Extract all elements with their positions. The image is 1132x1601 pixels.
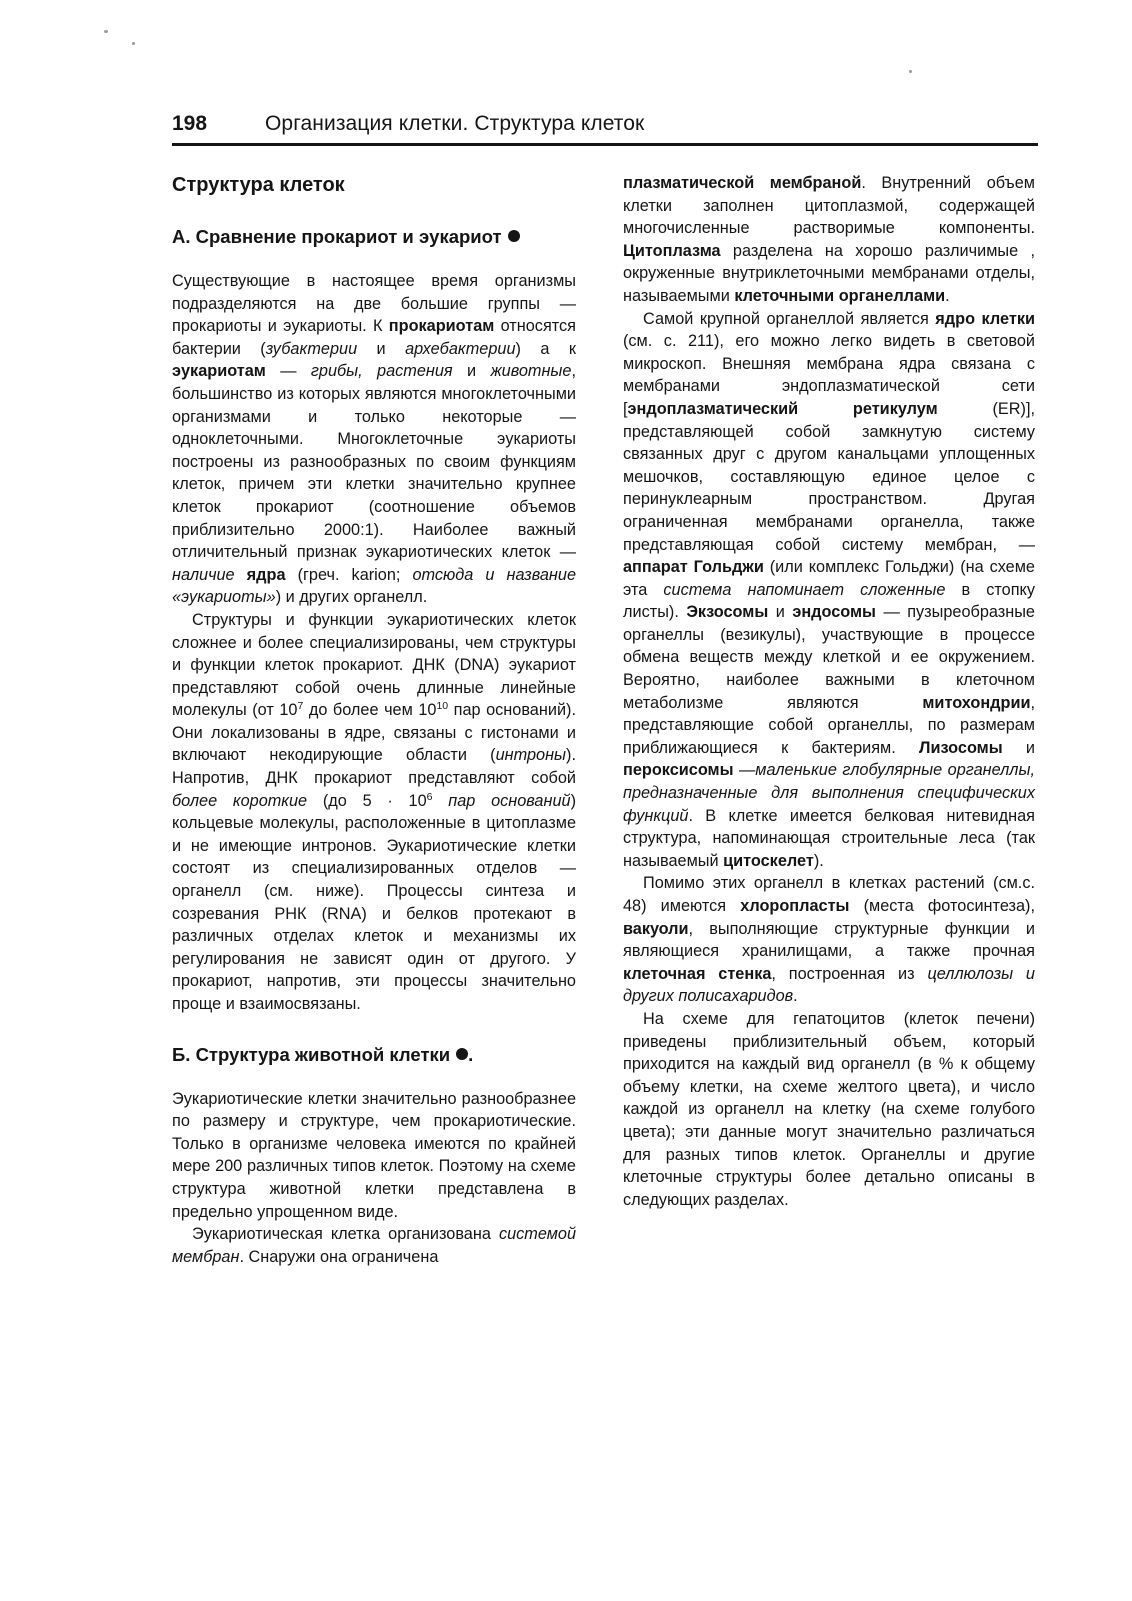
paragraph: Структуры и функции эукариотических клеток сложнее и более специализированы, чем структуры и функции клеток прокариот. ДНК (DNA) эукариот представляют собой очень длинные линейные молекулы (от $10^7$ до более чем $10^{10}$ пар оснований). Они локализованы в ядре, связаны с гистонами и включают некодирующие области (интроны). Напротив, ДНК прокариот представляют собой более короткие (до $5 \cdot 10^6$ пар оснований) кольцевые молекулы, расположенные в цитоплазме и не имеющие интронов. Эукариотические клетки состоят из специализированных отделов — органелл (см. ниже). Процессы синтеза и созревания РНК (RNA) и белков протекают в различных отделах клеток и механизмы их регулирования не зависят один от другого. У прокариот, напротив, эти процессы значительно проще и взаимосвязаны. [172,610,576,1013]
subsection-b-heading: Б. Структура животной клетки . [172,1043,474,1065]
paragraph: Самой крупной органеллой является ядро клетки (см. с. 211), его можно легко видеть в световой микроскоп. Внешняя мембрана ядра связана с мембранами эндоплазматической сети [эндоплазматический ретикулум (ER)], представляющей собой замкнутую систему связанных друг с другом канальцами уплощенных мешочков, составляющую единое целое с перинуклеарным пространством. Другая ограниченная мембранами органелла, также представляющая собой систему мембран, — аппарат Гольджи (или комплекс Гольджи) (на схеме эта система напоминает сложенные в стопку листы). Экзосомы и эндосомы — пузыреобразные органеллы (везикулы), участвующие в процессе обмена веществ между клеткой и ее окружением. Вероятно, наиболее важными в клеточном метаболизме являются митохондрии, представляющие собой органеллы, по размерам приближающиеся к бактериям. Лизосомы и пероксисомы —маленькие глобулярные органеллы, предназначенные для выполнения специфических функций. В клетке имеется белковая нитевидная структура, напоминающая строительные леса (так называемый цитоскелет). [623,309,1035,870]
left-column [172,172,576,1268]
page-header [172,112,1038,144]
paragraph: Эукариотическая клетка организована системой мембран. Снаружи она ограничена [172,1225,576,1266]
paragraph: На схеме для гепатоцитов (клеток печени) приведены приблизительный объем, который приходится на каждый вид органелл (в % к общему объему клетки, на схеме желтого цвета), и число каждой из органелл на клетку (на схеме голубого цвета); эти данные могут значительно различаться для разных типов клеток. Органеллы и другие клеточные структуры более детально описаны в следующих разделах. [623,1009,1035,1209]
scan-speck [132,42,135,45]
page-number: 198 [172,112,208,135]
paragraph: Существующие в настоящее время организмы подразделяются на две большие группы — прокариоты и эукариоты. К прокариотам относятся бактерии (зубактерии и архебактерии) а к эукариотам — грибы, растения и животные, большинство из которых являются многоклеточными организмами и только некоторые — одноклеточными. Многоклеточные эукариоты построены из разнообразных по своим функциям клеток, причем эти клетки значительно крупнее клеток прокариот (соотношение объемов приблизительно 2000:1). Наиболее важный отличительный признак эукариотических клеток — наличие ядра (греч. karion; отсюда и название «эукариоты») и других органелл. [172,272,577,607]
subsection-a-heading [172,224,576,250]
right-column [623,172,1035,1211]
section-title: Структура клеток [172,174,345,196]
scan-speck [104,30,108,33]
paragraph: плазматической мембраной. Внутренний объем клетки заполнен цитоплазмой, содержащей многочисленные растворимые компоненты. Цитоплазма разделена на хорошо различимые , окруженные внутриклеточными мембранами отделы, называемыми клеточными органеллами. [623,174,1035,305]
subsection-b-title: Б. Структура животной клетки [172,1043,451,1065]
paragraph: Эукариотические клетки значительно разнообразнее по размеру и структуре, чем прокариотические. Только в организме человека имеются по крайней мере 200 различных типов клеток. Поэтому на схеме структура животной клетки представлена в предельно упрощенном виде. [172,1089,576,1221]
paragraph: Помимо этих органелл в клетках растений (см.с. 48) имеются хлоропласты (места фотосинтеза), вакуоли, выполняющие структурные функции и являющиеся хранилищами, а также прочная клеточная стенка, построенная из целлюлозы и других полисахаридов. [623,874,1035,1006]
bullet-icon [456,1048,468,1060]
scan-speck [909,70,912,73]
bullet-icon [508,230,520,242]
header-rule [172,143,1038,146]
subsection-a-title: А. Сравнение прокариот и эукариот [172,226,502,247]
running-head: Организация клетки. Структура клеток [265,112,645,135]
